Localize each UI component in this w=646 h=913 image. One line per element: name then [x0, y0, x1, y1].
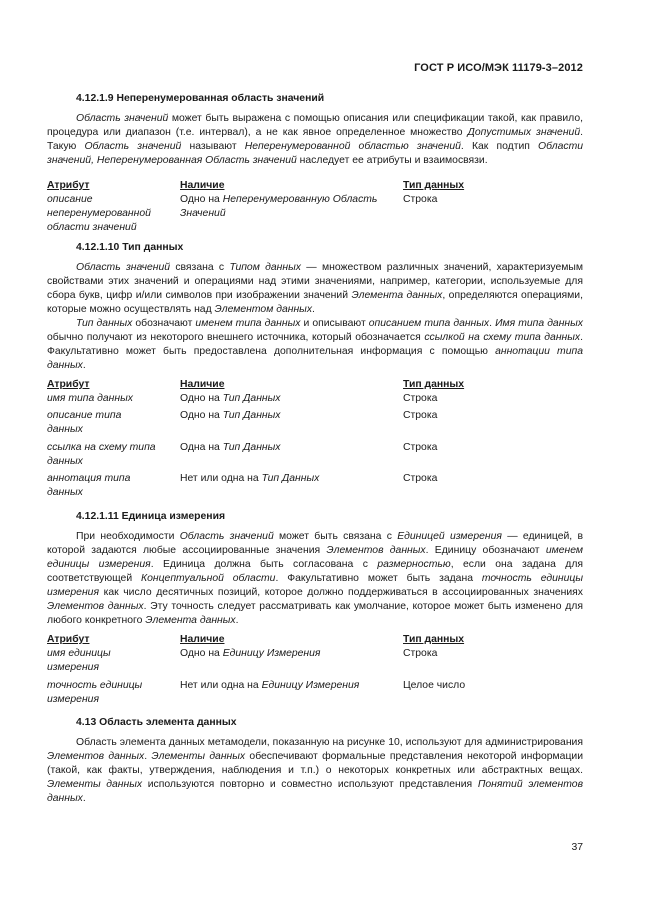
presence-cell: Нет или одна на Единицу Измерения [180, 680, 360, 691]
presence-cell: Одно на Тип Данных [180, 393, 281, 404]
paragraph: Область элемента данных метамодели, показанную на рисунке 10, используют для администрирования Элементов данных. Элементы данных обеспечивают формальные представления некоторой информации (такой, как факты, утверждения, наблюдения и т.п.) о некоторых конкретных или абстрактных вещах. Элементы данных используются повторно и совместно используют представления Понятий элементов данных. [47, 737, 584, 804]
attribute-cell: аннотация типа данных [47, 473, 131, 498]
table-row [47, 679, 583, 710]
datatype-cell: Строка [403, 194, 438, 205]
paragraph: При необходимости Область значений может быть связана с Единицей измерения — единицей, в которой задаются любые ассоциированные значения Элементов данных. Единицу обозначают именем единицы измерения. Единица должна быть согласована с размерностью, если она задана для соответствующей Концептуальной области. Факультативно может быть задана точность единицы измерения как число десятичных позиций, которое должно поддерживаться в ассоциированных значениях Элементов данных. Эту точность следует рассматривать как умолчание, которое может быть изменено для любого конкретного Элемента данных. [47, 531, 584, 626]
presence-cell: Одно на Единицу Измерения [180, 648, 321, 659]
document-header: ГОСТ Р ИСО/МЭК 11179-3–2012 [414, 62, 583, 74]
paragraph: Тип данных обозначают именем типа данных и описывают описанием типа данных. Имя типа данных обычно получают из некоторого внешнего источника, который обозначается ссылкой на схему типа данных. Факультативно может быть предоставлена дополнительная информация с помощью аннотации типа данных. [47, 318, 583, 371]
attribute-table-2 [47, 378, 583, 504]
attribute-cell: точность единицы измерения [47, 680, 143, 705]
col-header-presence: Наличие [180, 379, 225, 390]
page-content [47, 92, 583, 806]
attribute-table-1 [47, 179, 583, 235]
table-header-row [47, 378, 583, 392]
paragraph: Область значений связана с Типом данных — множеством различных значений, характеризуемым свойствами этих значений и операциями над этими значениями, например, категории, используемые для сбора букв, цифр и/или символов при изображении значений Элемента данных, определяются операциями, которые можно осуществлять над Элементом данных. [47, 262, 584, 315]
attribute-cell: имя единицы измерения [47, 648, 111, 673]
attribute-cell: описание неперенумерованной области значений [47, 194, 151, 233]
table-row [47, 193, 583, 235]
table-row [47, 392, 583, 409]
table-row [47, 441, 583, 472]
col-header-presence: Наличие [180, 180, 225, 191]
col-header-datatype: Тип данных [403, 634, 465, 645]
paragraph: Область значений может быть выражена с помощью описания или спецификации такой, как правило, процедура или диапазон (т.е. интервал), а не как явное определенное множество Допустимых значений. Такую Область значений называют Неперенумерованной областью значений. Как подтип Области значений, Неперенумерованная Область значений наследует ее атрибуты и взаимосвязи. [47, 113, 584, 166]
datatype-cell: Строка [403, 442, 438, 453]
datatype-cell: Строка [403, 648, 438, 659]
section-title-4-12-1-10: 4.12.1.10 Тип данных [76, 242, 184, 253]
datatype-cell: Строка [403, 410, 438, 421]
table-row [47, 647, 583, 679]
datatype-cell: Строка [403, 393, 438, 404]
table-header-row [47, 179, 583, 193]
datatype-cell: Целое число [403, 680, 466, 691]
attribute-cell: имя типа данных [47, 393, 133, 404]
table-row [47, 409, 583, 441]
presence-cell: Нет или одна на Тип Данных [180, 473, 320, 484]
section-title-4-12-1-9: 4.12.1.9 Неперенумерованная область значений [76, 93, 325, 104]
table-row [47, 472, 583, 504]
attribute-cell: ссылка на схему типа данных [47, 442, 156, 467]
table-header-row [47, 633, 583, 647]
section-title-4-13: 4.13 Область элемента данных [76, 717, 237, 728]
col-header-datatype: Тип данных [403, 379, 465, 390]
page-number: 37 [571, 842, 583, 853]
presence-cell: Одно на Неперенумерованную Область Значений [180, 194, 378, 219]
col-header-attribute: Атрибут [47, 180, 90, 191]
datatype-cell: Строка [403, 473, 438, 484]
attribute-cell: описание типа данных [47, 410, 122, 435]
section-title-4-12-1-11: 4.12.1.11 Единица измерения [76, 511, 226, 522]
attribute-table-3 [47, 633, 583, 710]
col-header-presence: Наличие [180, 634, 225, 645]
col-header-attribute: Атрибут [47, 634, 90, 645]
col-header-datatype: Тип данных [403, 180, 465, 191]
presence-cell: Одна на Тип Данных [180, 442, 281, 453]
presence-cell: Одно на Тип Данных [180, 410, 281, 421]
col-header-attribute: Атрибут [47, 379, 90, 390]
